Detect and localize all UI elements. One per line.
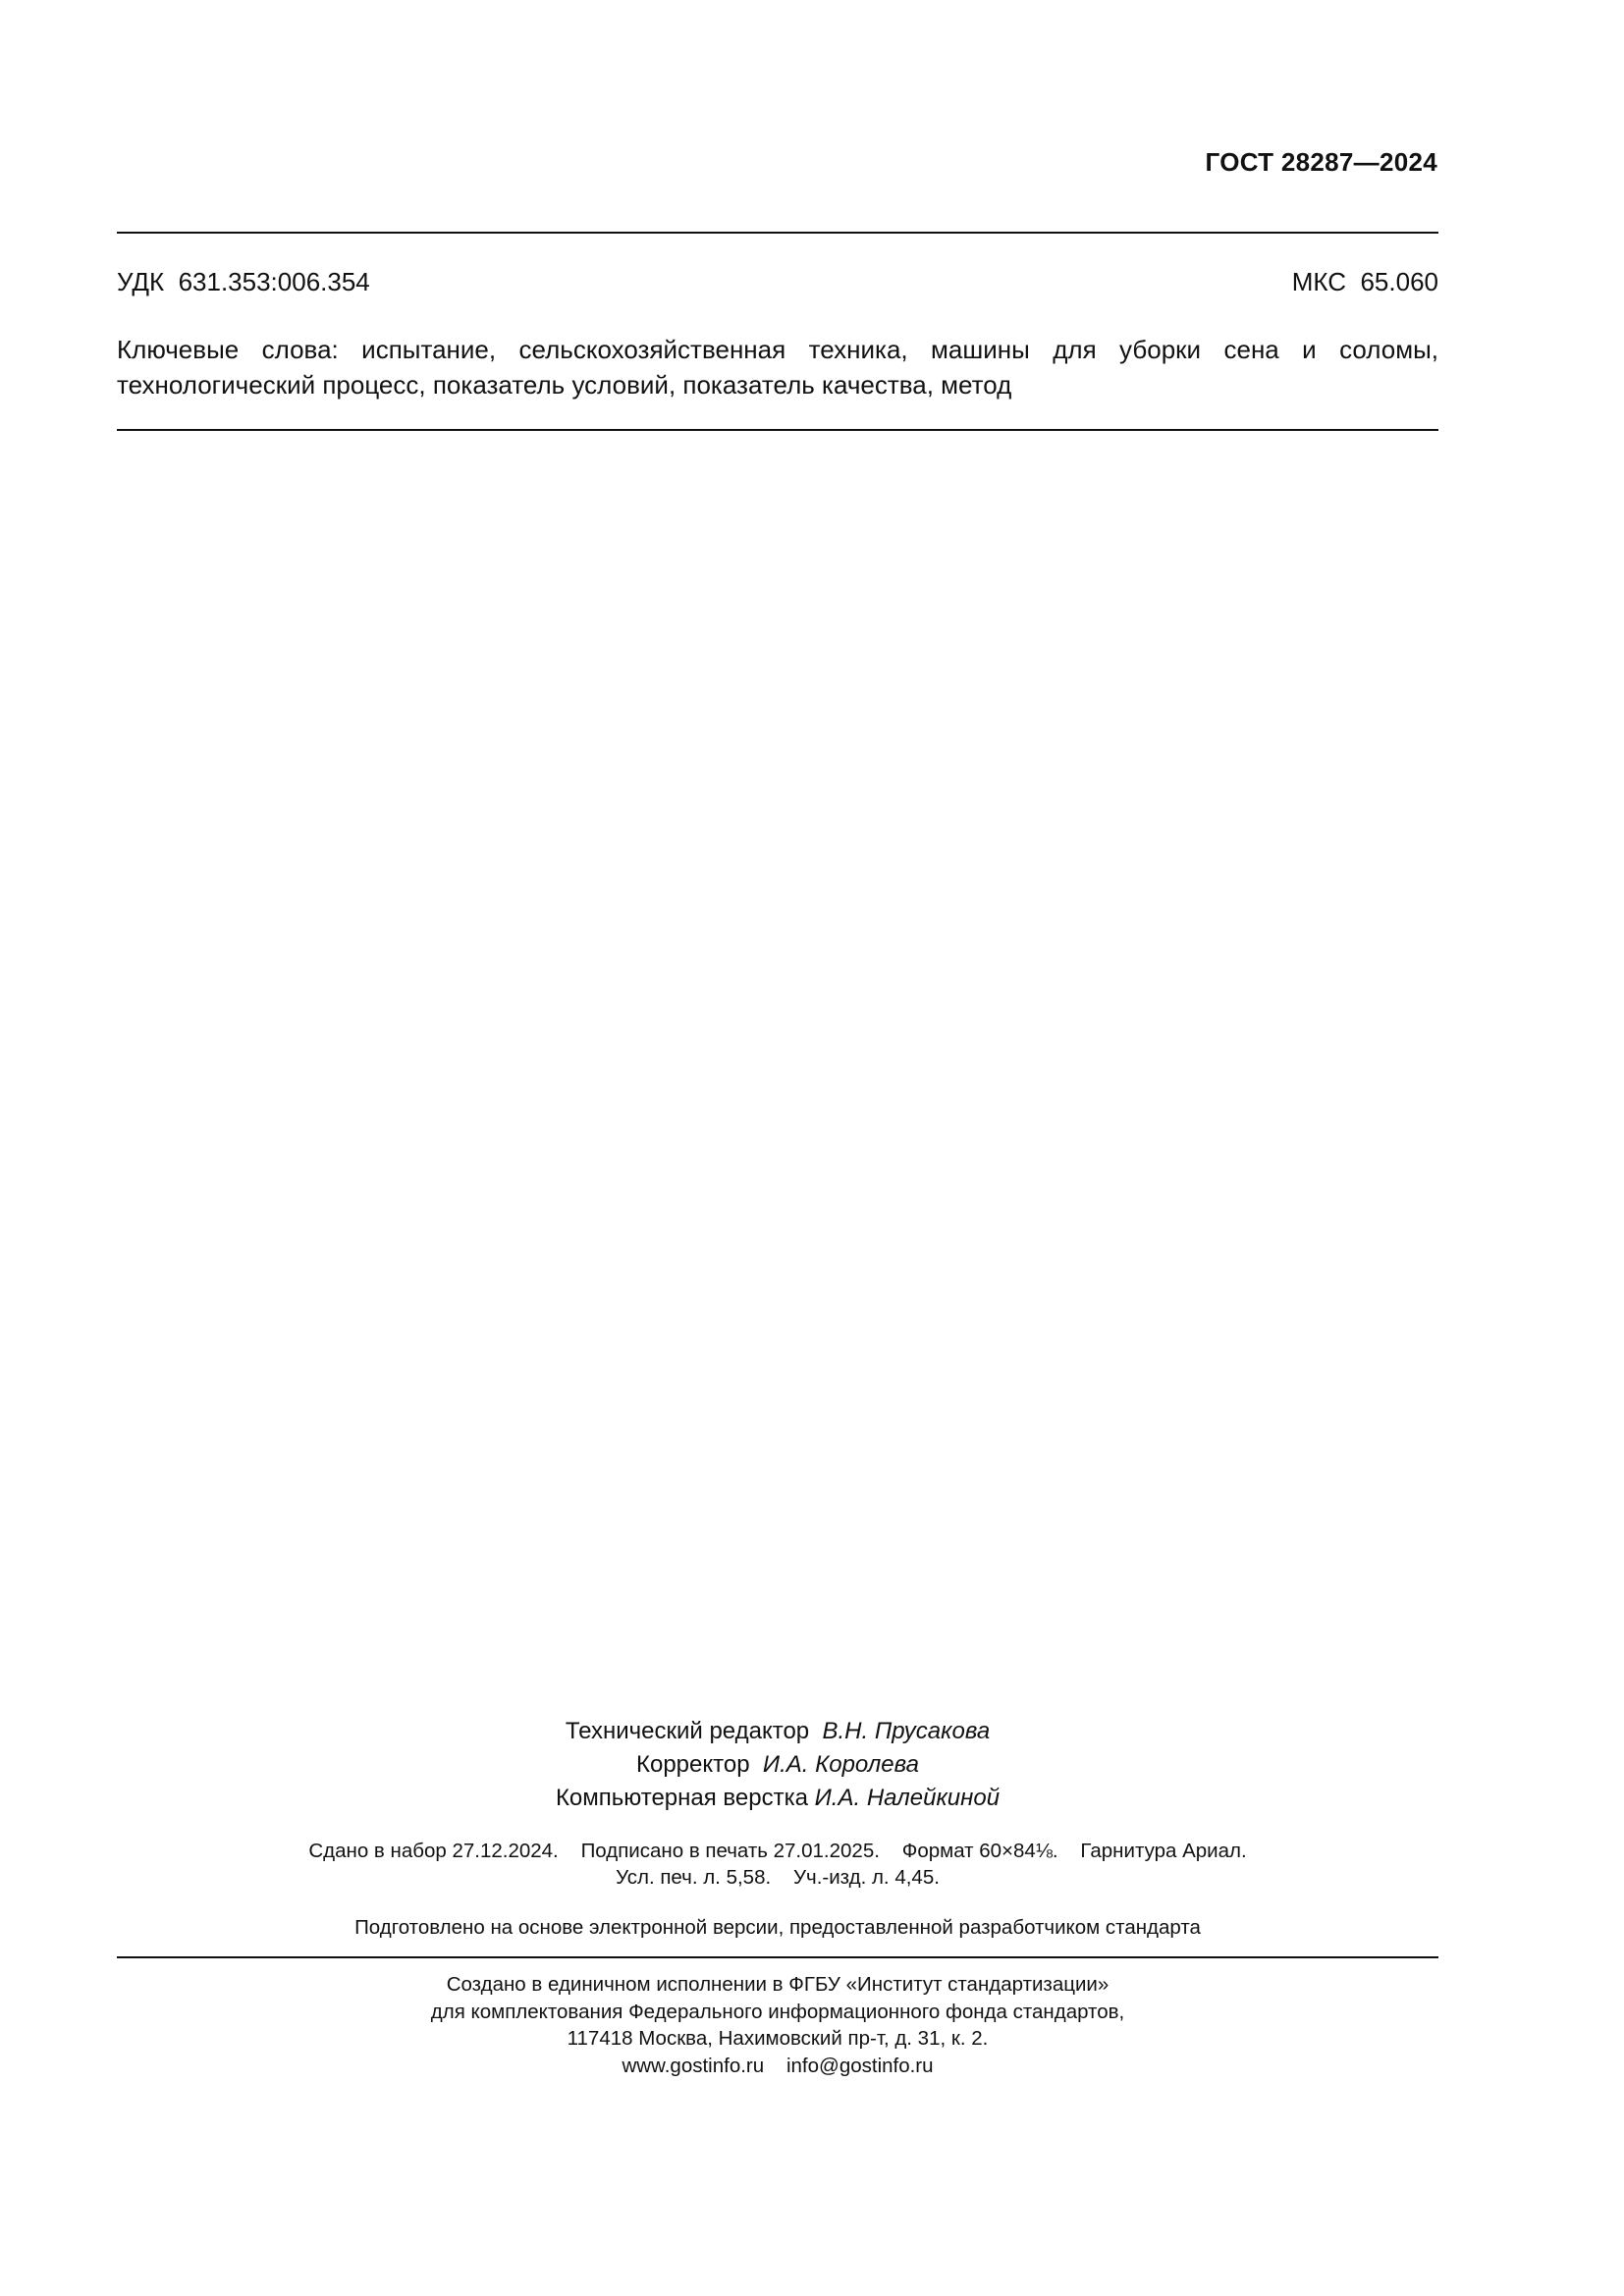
publisher-address: 117418 Москва, Нахимовский пр-т, д. 31, к. 2. [567, 2027, 989, 2050]
credit-role: Компьютерная верстка [555, 1785, 808, 1811]
publisher-line-1: Создано в единичном исполнении в ФГБУ «Институт стандартизации» [446, 1973, 1110, 1996]
printed-sheets: Усл. печ. л. 5,58. [616, 1866, 772, 1889]
credits-block [117, 1715, 1438, 1815]
udc-value: 631.353:006.354 [178, 267, 370, 296]
ics-value: 65.060 [1360, 267, 1438, 296]
keywords-line-2: технологический процесс, показатель условий, показатель качества, метод [117, 370, 1012, 400]
format: Формат 60×84⅛. [901, 1840, 1058, 1862]
credit-proofreader [117, 1748, 1438, 1782]
website-link[interactable]: www.gostinfo.ru [622, 2054, 765, 2077]
credit-name: И.А. Королева [762, 1751, 919, 1778]
top-divider [117, 232, 1438, 234]
publisher-divider [117, 1956, 1438, 1958]
email-link[interactable]: info@gostinfo.ru [785, 2054, 934, 2077]
publisher-line-2: для комплектования Федерального информационного фонда стандартов, [430, 2000, 1125, 2023]
publisher-sheets: Уч.-изд. л. 4,45. [792, 1866, 940, 1889]
credit-layout [117, 1782, 1438, 1815]
credit-name: В.Н. Прусакова [822, 1718, 991, 1744]
typeface: Гарнитура Ариал. [1080, 1840, 1247, 1862]
credit-role: Технический редактор [565, 1718, 810, 1744]
publisher-contacts [117, 2053, 1438, 2080]
ics-block [1292, 267, 1438, 297]
signed-date: Подписано в печать 27.01.2025. [580, 1840, 880, 1862]
prepared-note: Подготовлено на основе электронной версии, предоставленной разработчиком стандарта [354, 1916, 1201, 1939]
classification-row [117, 267, 1438, 297]
keywords-divider [117, 429, 1438, 431]
credit-name: И.А. Налейкиной [814, 1785, 1001, 1811]
publisher-block [117, 1971, 1438, 2079]
keywords-line-1: Ключевые слова: испытание, сельскохозяйственная техника, машины для уборки сена и соломы, [117, 335, 1438, 364]
credit-technical-editor [117, 1715, 1438, 1748]
print-info-line-1 [117, 1838, 1438, 1864]
typeset-date: Сдано в набор 27.12.2024. [308, 1840, 559, 1862]
keywords [117, 332, 1438, 402]
ics-label: МКС [1291, 267, 1347, 296]
print-info-line-2 [117, 1864, 1438, 1891]
credit-role: Корректор [636, 1751, 750, 1778]
udc-label: УДК [117, 267, 165, 296]
udc-block [117, 267, 370, 297]
print-info [117, 1838, 1438, 1891]
document-code: ГОСТ 28287—2024 [1205, 147, 1437, 177]
